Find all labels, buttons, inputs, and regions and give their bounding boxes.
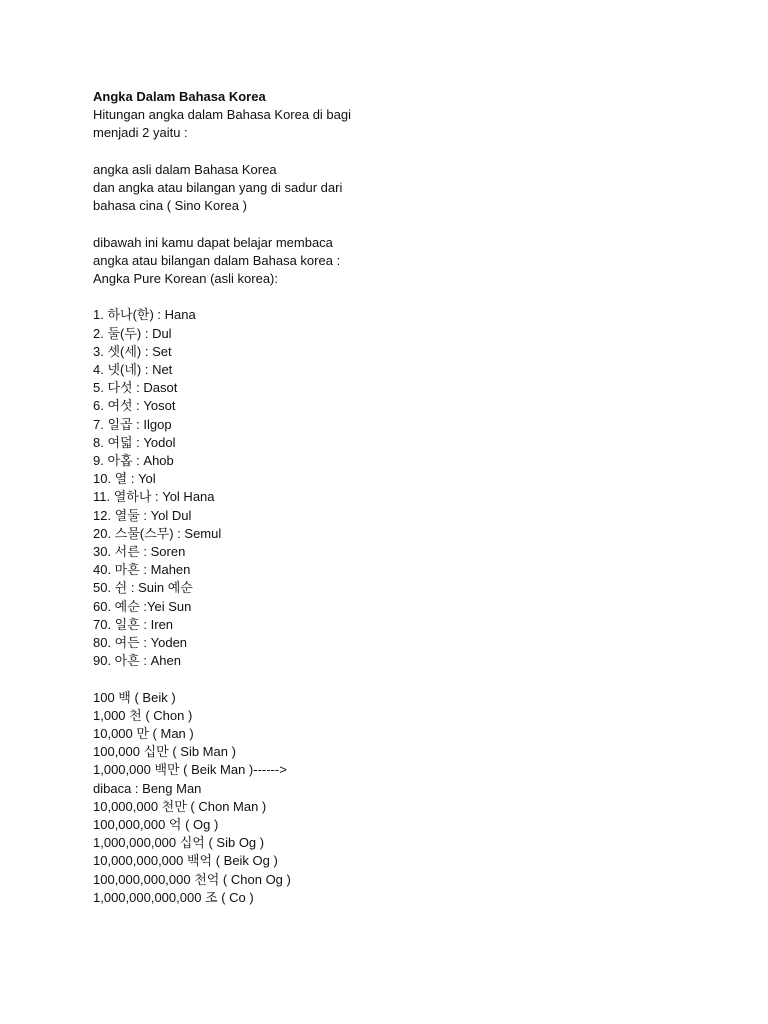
- list-item: 6. 여섯 : Yosot: [93, 398, 176, 414]
- list-item: 1,000,000,000,000 조 ( Co ): [93, 889, 254, 905]
- list-item: 7. 일곱 : Ilgop: [93, 416, 172, 432]
- list-item: 50. 쉰 : Suin 예순: [93, 580, 193, 596]
- document-title: Angka Dalam Bahasa Korea: [93, 89, 266, 104]
- intro-line: menjadi 2 yaitu :: [93, 125, 188, 141]
- list-item: 1,000,000,000 십억 ( Sib Og ): [93, 835, 265, 851]
- blank-line: [93, 143, 693, 161]
- blank-line: [93, 670, 693, 688]
- list-item: 100 백 ( Beik ): [93, 689, 176, 705]
- list-item: 30. 서른 : Soren: [93, 544, 186, 560]
- list-item: 60. 예순 :Yei Sun: [93, 598, 192, 614]
- list-item: 40. 마흔 : Mahen: [93, 562, 191, 578]
- list-item: 90. 아흔 : Ahen: [93, 653, 181, 669]
- learn-line: angka atau bilangan dalam Bahasa korea :: [93, 252, 341, 268]
- pure-korean-list: [93, 306, 693, 670]
- blank-line: [93, 288, 693, 306]
- list-item: 20. 스물(스무) : Semul: [93, 525, 222, 541]
- types-line: bahasa cina ( Sino Korea ): [93, 198, 247, 214]
- learn-line: Angka Pure Korean (asli korea):: [93, 271, 278, 286]
- list-item: 10,000 만 ( Man ): [93, 726, 194, 742]
- types-line: angka asli dalam Bahasa Korea: [93, 161, 277, 177]
- list-item: 8. 여덟 : Yodol: [93, 434, 176, 450]
- list-item: 10. 열 : Yol: [93, 471, 156, 487]
- list-item: 1. 하나(한) : Hana: [93, 307, 196, 323]
- list-item: 80. 여든 : Yoden: [93, 635, 188, 651]
- list-item: 1,000,000 백만 ( Beik Man )------>: [93, 762, 287, 778]
- learn-line: dibawah ini kamu dapat belajar membaca: [93, 234, 333, 250]
- list-item: 9. 아홉 : Ahob: [93, 453, 174, 469]
- list-item: 3. 셋(세) : Set: [93, 343, 172, 359]
- document-body: [93, 88, 693, 907]
- list-item: 70. 일흔 : Iren: [93, 616, 174, 632]
- list-item: 1,000 천 ( Chon ): [93, 707, 193, 723]
- list-item: 11. 열하나 : Yol Hana: [93, 489, 215, 505]
- list-item: 100,000,000 억 ( Og ): [93, 817, 219, 833]
- list-item: 4. 넷(네) : Net: [93, 362, 173, 377]
- list-item: 12. 열둘 : Yol Dul: [93, 507, 192, 523]
- list-item: 100,000,000,000 천억 ( Chon Og ): [93, 871, 291, 887]
- types-line: dan angka atau bilangan yang di sadur dari: [93, 180, 343, 195]
- list-item: 10,000,000,000 백억 ( Beik Og ): [93, 853, 278, 869]
- list-item: 10,000,000 천만 ( Chon Man ): [93, 798, 267, 814]
- large-numbers-list: [93, 689, 693, 907]
- list-item: 100,000 십만 ( Sib Man ): [93, 744, 236, 760]
- list-item: 2. 둘(두) : Dul: [93, 325, 172, 341]
- list-item: 5. 다섯 : Dasot: [93, 380, 178, 396]
- list-item: dibaca : Beng Man: [93, 780, 202, 796]
- intro-line: Hitungan angka dalam Bahasa Korea di bagi: [93, 107, 352, 123]
- blank-line: [93, 215, 693, 233]
